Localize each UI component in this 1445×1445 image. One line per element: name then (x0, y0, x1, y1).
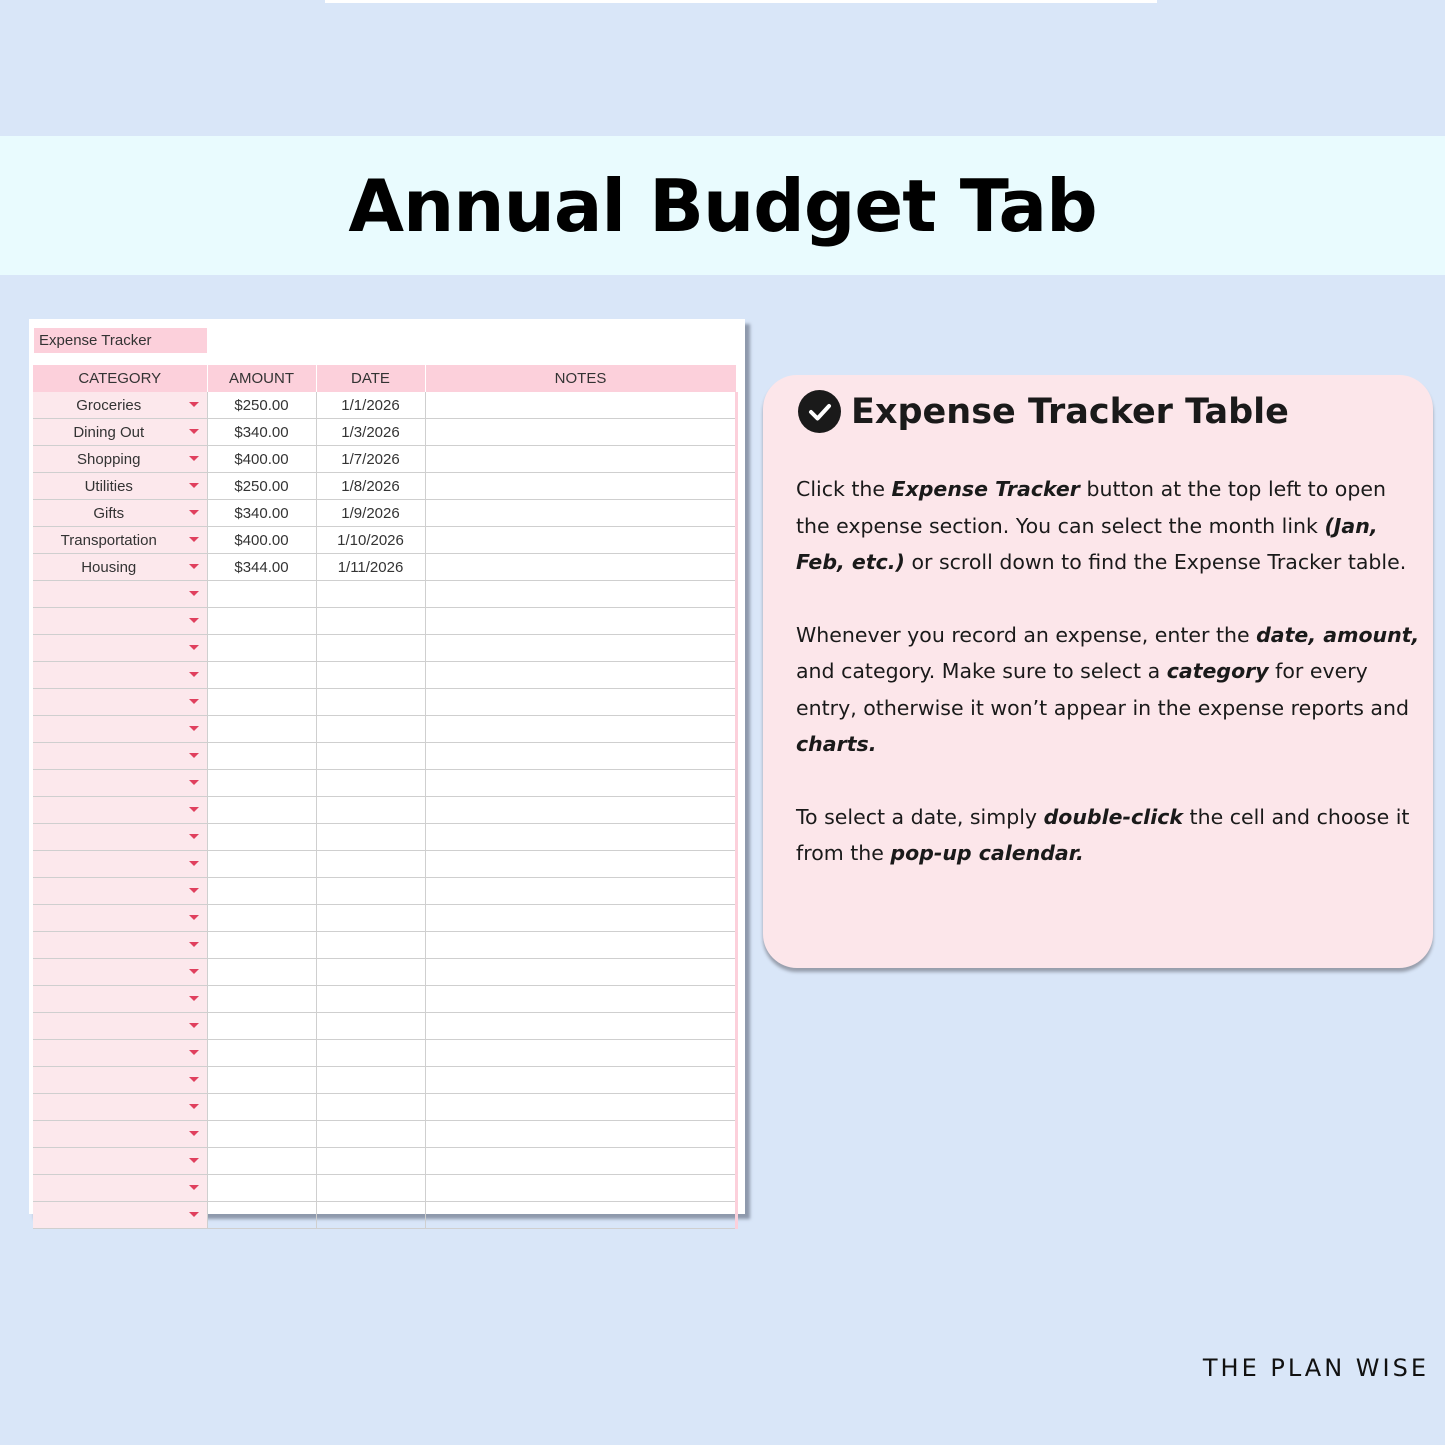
date-cell[interactable]: 1/7/2026 (316, 446, 425, 473)
amount-cell[interactable] (207, 635, 316, 662)
body-text: To select a date, simply (796, 804, 1044, 829)
table-row (33, 1067, 736, 1094)
category-cell[interactable] (33, 905, 207, 932)
table-row (33, 905, 736, 932)
date-cell[interactable]: 1/10/2026 (316, 527, 425, 554)
card-paragraph-1 (796, 471, 1421, 581)
amount-cell[interactable] (207, 662, 316, 689)
table-row (33, 986, 736, 1013)
emphasis-text: pop-up calendar. (890, 841, 1084, 865)
notes-cell[interactable] (425, 1175, 736, 1202)
notes-cell[interactable] (425, 716, 736, 743)
expense-table (33, 365, 738, 1229)
dropdown-arrow-icon[interactable] (189, 1158, 199, 1163)
category-cell[interactable] (33, 689, 207, 716)
amount-cell[interactable] (207, 743, 316, 770)
notes-cell[interactable] (425, 446, 736, 473)
info-card (763, 375, 1433, 968)
dropdown-arrow-icon[interactable] (189, 861, 199, 866)
body-text: Whenever you record an expense, enter the (796, 622, 1257, 647)
table-row (33, 1148, 736, 1175)
amount-cell[interactable]: $250.00 (207, 473, 316, 500)
notes-cell[interactable] (425, 1094, 736, 1121)
amount-cell[interactable] (207, 1067, 316, 1094)
dropdown-arrow-icon[interactable] (189, 429, 199, 434)
table-row (33, 824, 736, 851)
category-value: Dining Out (73, 423, 145, 441)
date-cell[interactable] (316, 905, 425, 932)
category-cell[interactable] (33, 581, 207, 608)
category-cell[interactable] (33, 635, 207, 662)
notes-cell[interactable] (425, 500, 736, 527)
dropdown-arrow-icon[interactable] (189, 1023, 199, 1028)
notes-cell[interactable] (425, 608, 736, 635)
table-row (33, 392, 736, 419)
emphasis-text: charts. (796, 732, 877, 756)
table-row (33, 851, 736, 878)
date-cell[interactable] (316, 743, 425, 770)
dropdown-arrow-icon[interactable] (189, 618, 199, 623)
category-cell[interactable] (33, 608, 207, 635)
table-row (33, 1202, 736, 1229)
dropdown-arrow-icon[interactable] (189, 1185, 199, 1190)
date-cell[interactable] (316, 608, 425, 635)
category-cell[interactable] (33, 1067, 207, 1094)
table-row (33, 527, 736, 554)
date-cell[interactable]: 1/9/2026 (316, 500, 425, 527)
card-paragraph-2 (796, 617, 1421, 763)
amount-cell[interactable]: $340.00 (207, 500, 316, 527)
table-row (33, 1121, 736, 1148)
amount-cell[interactable] (207, 608, 316, 635)
category-value: Transportation (60, 531, 157, 549)
category-cell[interactable] (33, 878, 207, 905)
date-cell[interactable]: 1/11/2026 (316, 554, 425, 581)
dropdown-arrow-icon[interactable] (189, 591, 199, 596)
category-cell[interactable] (33, 527, 207, 554)
dropdown-arrow-icon[interactable] (189, 510, 199, 515)
category-value: Housing (81, 558, 137, 576)
body-text: button at the top left to open the expense section. You can select the month link (796, 477, 1386, 538)
dropdown-arrow-icon[interactable] (189, 726, 199, 731)
category-cell[interactable] (33, 1013, 207, 1040)
body-text: the cell and choose it from the (796, 804, 1410, 865)
notes-cell[interactable] (425, 824, 736, 851)
date-cell[interactable] (316, 824, 425, 851)
category-cell[interactable] (33, 473, 207, 500)
category-cell[interactable] (33, 1148, 207, 1175)
header-amount: AMOUNT (207, 365, 316, 392)
dropdown-arrow-icon[interactable] (189, 942, 199, 947)
date-cell[interactable]: 1/8/2026 (316, 473, 425, 500)
notes-cell[interactable] (425, 932, 736, 959)
category-cell[interactable] (33, 1040, 207, 1067)
amount-cell[interactable] (207, 1094, 316, 1121)
amount-cell[interactable] (207, 986, 316, 1013)
date-cell[interactable] (316, 932, 425, 959)
date-cell[interactable] (316, 662, 425, 689)
check-circle-icon (798, 390, 841, 433)
body-text: or scroll down to find the Expense Tracker table. (904, 550, 1407, 574)
dropdown-arrow-icon[interactable] (189, 1104, 199, 1109)
date-cell[interactable]: 1/1/2026 (316, 392, 425, 419)
table-row (33, 446, 736, 473)
body-text: Click the (796, 477, 892, 501)
notes-cell[interactable] (425, 851, 736, 878)
table-row (33, 689, 736, 716)
top-strip (325, 0, 1157, 3)
page-title: Annual Budget Tab (348, 163, 1097, 248)
amount-cell[interactable] (207, 1202, 316, 1229)
dropdown-arrow-icon[interactable] (189, 780, 199, 785)
emphasis-text: (Jan, Feb, etc.) (796, 513, 1378, 574)
date-cell[interactable] (316, 1202, 425, 1229)
notes-cell[interactable] (425, 527, 736, 554)
date-cell[interactable]: 1/3/2026 (316, 419, 425, 446)
notes-cell[interactable] (425, 986, 736, 1013)
notes-cell[interactable] (425, 554, 736, 581)
brand-logo-text: THE PLAN WISE (1202, 1354, 1429, 1382)
amount-cell[interactable] (207, 1040, 316, 1067)
body-text: and category. Make sure to select a (796, 659, 1167, 683)
table-row (33, 878, 736, 905)
date-cell[interactable] (316, 1148, 425, 1175)
amount-cell[interactable]: $400.00 (207, 446, 316, 473)
date-cell[interactable] (316, 1040, 425, 1067)
header-date: DATE (316, 365, 425, 392)
dropdown-arrow-icon[interactable] (189, 888, 199, 893)
date-cell[interactable] (316, 878, 425, 905)
notes-cell[interactable] (425, 1067, 736, 1094)
notes-cell[interactable] (425, 1121, 736, 1148)
notes-cell[interactable] (425, 1202, 736, 1229)
category-cell[interactable] (33, 959, 207, 986)
emphasis-text: category (1166, 659, 1269, 683)
card-body (796, 471, 1421, 908)
notes-cell[interactable] (425, 905, 736, 932)
table-row (33, 770, 736, 797)
date-cell[interactable] (316, 635, 425, 662)
table-row (33, 662, 736, 689)
date-cell[interactable] (316, 986, 425, 1013)
amount-cell[interactable] (207, 1013, 316, 1040)
dropdown-arrow-icon[interactable] (189, 645, 199, 650)
header-category: CATEGORY (33, 365, 207, 392)
dropdown-arrow-icon[interactable] (189, 807, 199, 812)
amount-cell[interactable] (207, 770, 316, 797)
category-cell[interactable] (33, 662, 207, 689)
category-cell[interactable] (33, 986, 207, 1013)
dropdown-arrow-icon[interactable] (189, 1131, 199, 1136)
table-row (33, 959, 736, 986)
header-row (33, 365, 736, 392)
dropdown-arrow-icon[interactable] (189, 1050, 199, 1055)
notes-cell[interactable] (425, 473, 736, 500)
amount-cell[interactable] (207, 905, 316, 932)
notes-cell[interactable] (425, 1013, 736, 1040)
amount-cell[interactable] (207, 1148, 316, 1175)
amount-cell[interactable] (207, 824, 316, 851)
dropdown-arrow-icon[interactable] (189, 915, 199, 920)
spreadsheet-panel (29, 319, 745, 1214)
dropdown-arrow-icon[interactable] (189, 996, 199, 1001)
title-band (0, 136, 1445, 275)
dropdown-arrow-icon[interactable] (189, 969, 199, 974)
notes-cell[interactable] (425, 770, 736, 797)
expense-tracker-button[interactable]: Expense Tracker (34, 328, 207, 353)
notes-cell[interactable] (425, 797, 736, 824)
table-row (33, 1013, 736, 1040)
amount-cell[interactable]: $344.00 (207, 554, 316, 581)
amount-cell[interactable] (207, 689, 316, 716)
dropdown-arrow-icon[interactable] (189, 834, 199, 839)
category-cell[interactable] (33, 716, 207, 743)
dropdown-arrow-icon[interactable] (189, 699, 199, 704)
amount-cell[interactable] (207, 959, 316, 986)
date-cell[interactable] (316, 1067, 425, 1094)
table-row (33, 500, 736, 527)
category-cell[interactable] (33, 797, 207, 824)
notes-cell[interactable] (425, 392, 736, 419)
date-cell[interactable] (316, 851, 425, 878)
dropdown-arrow-icon[interactable] (189, 564, 199, 569)
table-row (33, 1040, 736, 1067)
notes-cell[interactable] (425, 662, 736, 689)
card-paragraph-3 (796, 799, 1421, 872)
category-cell[interactable] (33, 500, 207, 527)
category-cell[interactable] (33, 824, 207, 851)
date-cell[interactable] (316, 716, 425, 743)
dropdown-arrow-icon[interactable] (189, 1212, 199, 1217)
date-cell[interactable] (316, 1013, 425, 1040)
table-row (33, 716, 736, 743)
table-row (33, 1094, 736, 1121)
category-cell[interactable] (33, 392, 207, 419)
date-cell[interactable] (316, 797, 425, 824)
card-title: Expense Tracker Table (851, 391, 1289, 432)
dropdown-arrow-icon[interactable] (189, 456, 199, 461)
amount-cell[interactable]: $340.00 (207, 419, 316, 446)
category-value: Groceries (76, 396, 142, 414)
amount-cell[interactable]: $400.00 (207, 527, 316, 554)
category-cell[interactable] (33, 446, 207, 473)
amount-cell[interactable] (207, 797, 316, 824)
category-value: Gifts (93, 504, 125, 522)
header-notes: NOTES (425, 365, 736, 392)
amount-cell[interactable] (207, 716, 316, 743)
category-cell[interactable] (33, 1202, 207, 1229)
date-cell[interactable] (316, 1175, 425, 1202)
category-value: Utilities (84, 477, 133, 495)
table-row (33, 797, 736, 824)
notes-cell[interactable] (425, 1148, 736, 1175)
date-cell[interactable] (316, 689, 425, 716)
notes-cell[interactable] (425, 1040, 736, 1067)
body-text: for every entry, otherwise it won’t appear in the expense reports and (796, 659, 1409, 720)
emphasis-text: double-click (1043, 804, 1184, 829)
category-cell[interactable] (33, 851, 207, 878)
table-row (33, 635, 736, 662)
amount-cell[interactable] (207, 581, 316, 608)
emphasis-text: Expense Tracker (891, 477, 1080, 501)
notes-cell[interactable] (425, 878, 736, 905)
date-cell[interactable] (316, 959, 425, 986)
notes-cell[interactable] (425, 635, 736, 662)
date-cell[interactable] (316, 770, 425, 797)
notes-cell[interactable] (425, 959, 736, 986)
amount-cell[interactable]: $250.00 (207, 392, 316, 419)
emphasis-text: date, amount, (1256, 622, 1420, 647)
dropdown-arrow-icon[interactable] (189, 402, 199, 407)
table-row (33, 473, 736, 500)
category-cell[interactable] (33, 770, 207, 797)
table-row (33, 419, 736, 446)
card-header (798, 390, 1289, 433)
category-cell[interactable] (33, 419, 207, 446)
dropdown-arrow-icon[interactable] (189, 1077, 199, 1082)
category-cell[interactable] (33, 554, 207, 581)
table-row (33, 743, 736, 770)
dropdown-arrow-icon[interactable] (189, 537, 199, 542)
amount-cell[interactable] (207, 1175, 316, 1202)
notes-cell[interactable] (425, 581, 736, 608)
category-value: Shopping (77, 450, 141, 468)
amount-cell[interactable] (207, 851, 316, 878)
amount-cell[interactable] (207, 932, 316, 959)
date-cell[interactable] (316, 1121, 425, 1148)
table-row (33, 554, 736, 581)
dropdown-arrow-icon[interactable] (189, 672, 199, 677)
category-cell[interactable] (33, 1121, 207, 1148)
notes-cell[interactable] (425, 419, 736, 446)
amount-cell[interactable] (207, 1121, 316, 1148)
table-row (33, 1175, 736, 1202)
dropdown-arrow-icon[interactable] (189, 483, 199, 488)
category-cell[interactable] (33, 1094, 207, 1121)
notes-cell[interactable] (425, 743, 736, 770)
table-row (33, 581, 736, 608)
table-body (33, 392, 736, 1229)
amount-cell[interactable] (207, 878, 316, 905)
table-row (33, 932, 736, 959)
category-cell[interactable] (33, 743, 207, 770)
dropdown-arrow-icon[interactable] (189, 753, 199, 758)
date-cell[interactable] (316, 1094, 425, 1121)
date-cell[interactable] (316, 581, 425, 608)
category-cell[interactable] (33, 1175, 207, 1202)
notes-cell[interactable] (425, 689, 736, 716)
table-row (33, 608, 736, 635)
category-cell[interactable] (33, 932, 207, 959)
